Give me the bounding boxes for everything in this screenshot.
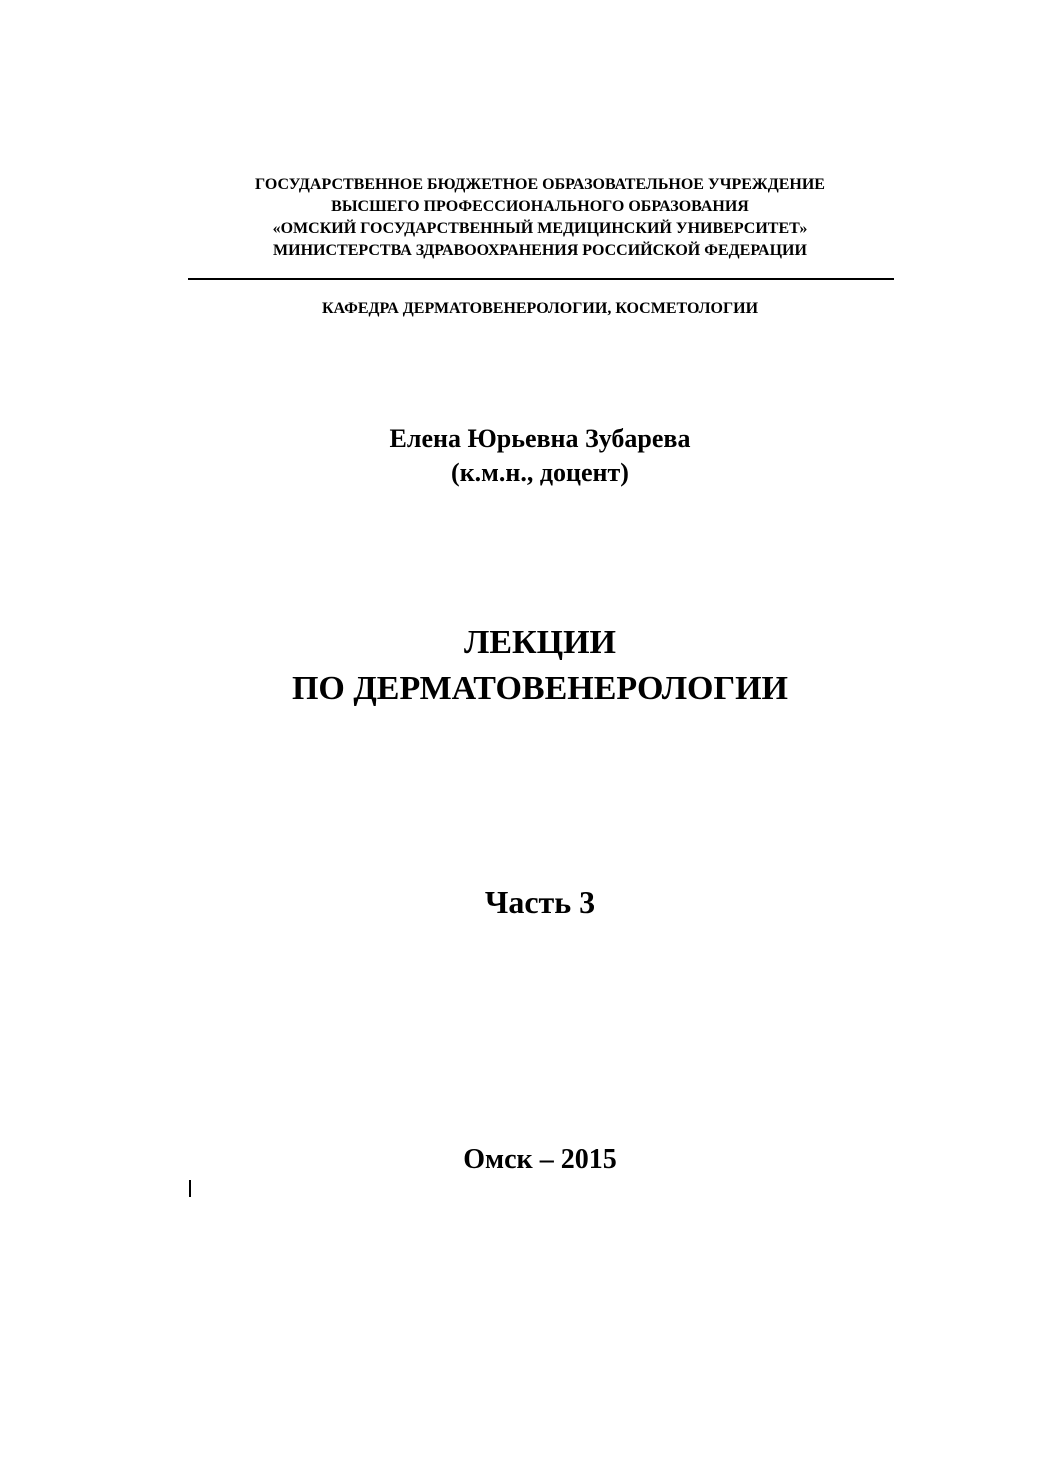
department-name: КАФЕДРА ДЕРМАТОВЕНЕРОЛОГИИ, КОСМЕТОЛОГИИ [321, 300, 759, 317]
author-block [240, 422, 840, 490]
document-title [140, 620, 940, 712]
institution-line-2: ВЫСШЕГО ПРОФЕССИОНАЛЬНОГО ОБРАЗОВАНИЯ [331, 198, 749, 215]
author-credentials: (к.м.н., доцент) [451, 458, 629, 487]
title-line-1: ЛЕКЦИИ [463, 624, 616, 661]
institution-line-4: МИНИСТЕРСТВА ЗДРАВООХРАНЕНИЯ РОССИЙСКОЙ ФЕДЕРАЦИИ [273, 242, 807, 259]
author-name: Елена Юрьевна Зубарева [389, 424, 691, 453]
title-line-2: ПО ДЕРМАТОВЕНЕРОЛОГИИ [291, 670, 789, 707]
institution-line-1: ГОСУДАРСТВЕННОЕ БЮДЖЕТНОЕ ОБРАЗОВАТЕЛЬНОЕ УЧРЕЖДЕНИЕ [255, 176, 825, 193]
city-year: Омск – 2015 [463, 1144, 617, 1175]
institution-header [160, 174, 920, 262]
institution-line-3: «ОМСКИЙ ГОСУДАРСТВЕННЫЙ МЕДИЦИНСКИЙ УНИВЕРСИТЕТ» [272, 220, 808, 237]
header-divider [188, 278, 894, 280]
text-cursor-mark [189, 1180, 191, 1197]
part-number: Часть 3 [484, 884, 596, 920]
